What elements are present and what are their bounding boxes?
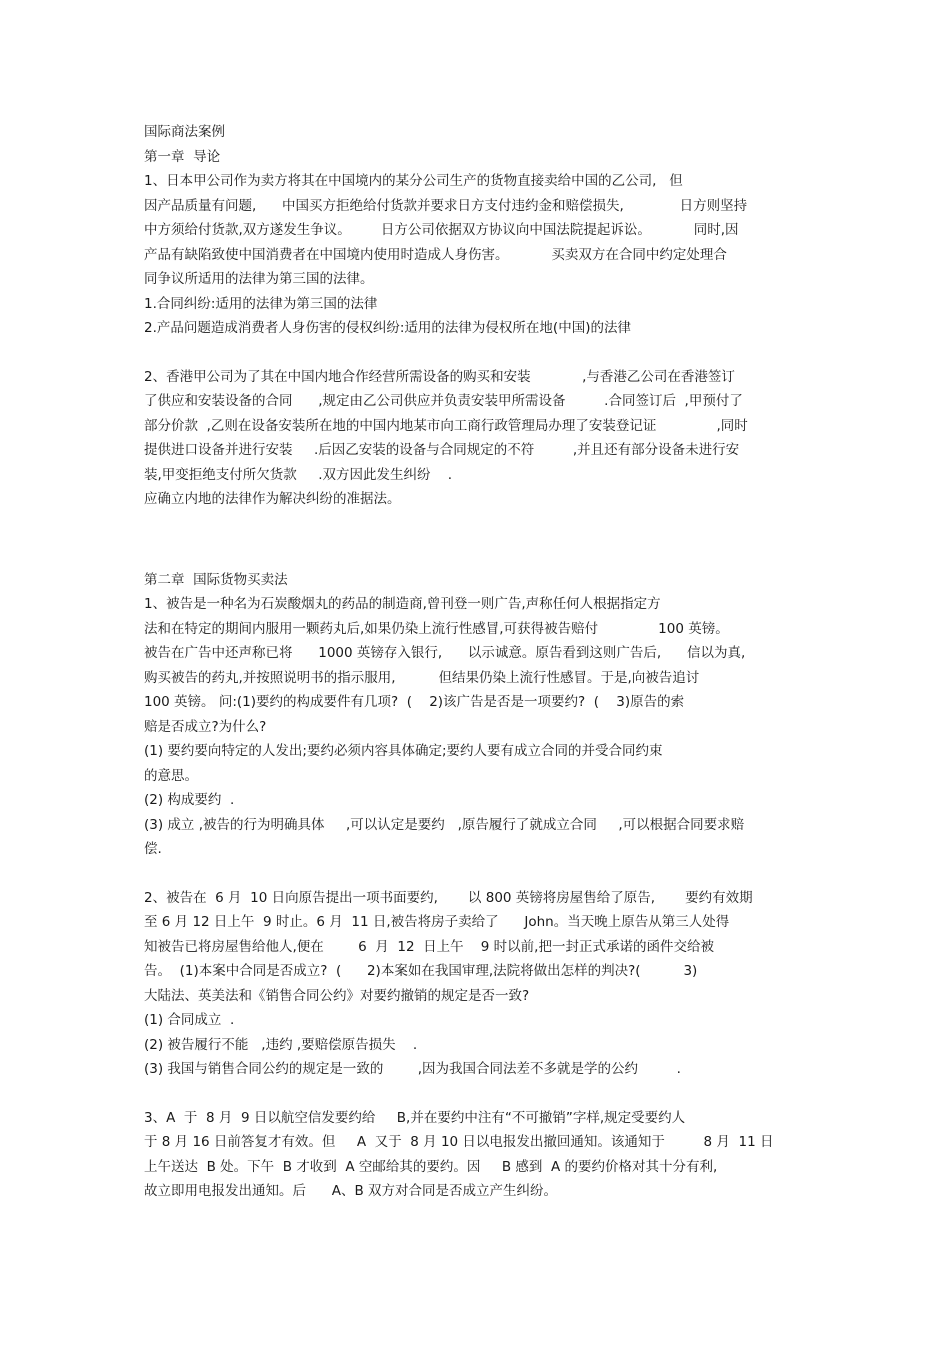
chapter-2-case-2-answers bbox=[144, 1008, 824, 1082]
case-text-line: 购买被告的药丸,并按照说明书的指示服用, 但结果仍染上流行性感冒。于是,向被告追讨 bbox=[144, 669, 700, 686]
document-body bbox=[144, 120, 824, 1204]
chapter-2-case-1-answers bbox=[144, 739, 824, 862]
case-text-line: 3、A 于 8 月 9 日以航空信发要约给 B,并在要约中注有“不可撤销”字样,规定受要约人 bbox=[144, 1109, 686, 1126]
chapter-2-case-1 bbox=[144, 592, 824, 739]
answer-line: (1) 合同成立 . bbox=[144, 1012, 235, 1028]
case-text-line: 被告在广告中还声称已将 1000 英镑存入银行, 以示诚意。原告看到这则广告后, 信以为真, bbox=[144, 645, 746, 661]
chapter-2-heading: 第二章 国际货物买卖法 bbox=[144, 571, 288, 588]
chapter-2-case-2 bbox=[144, 886, 824, 1009]
case-text-line: 知被告已将房屋售给他人,便在 6 月 12 日上午 9 时以前,把一封正式承诺的函件交给被 bbox=[144, 938, 714, 955]
case-text-line: 2、香港甲公司为了其在中国内地合作经营所需设备的购买和安装 ,与香港乙公司在香港签订 bbox=[144, 368, 735, 385]
case-text-line: 告。 (1)本案中合同是否成立? ( 2)本案如在我国审理,法院将做出怎样的判决?( 3) bbox=[144, 963, 698, 979]
case-text-line: 同争议所适用的法律为第三国的法律。 bbox=[144, 271, 374, 287]
case-text-line: 故立即用电报发出通知。后 A、B 双方对合同是否成立产生纠纷。 bbox=[144, 1183, 558, 1199]
case-text-line: 法和在特定的期间内服用一颗药丸后,如果仍染上流行性感冒,可获得被告赔付 100 英镑。 bbox=[144, 620, 729, 637]
case-text-line: 至 6 月 12 日上午 9 时止。6 月 11 日,被告将房子卖给了 John。当天晚上原告从第三人处得 bbox=[144, 914, 730, 930]
answer-line: 偿. bbox=[144, 841, 162, 857]
chapter-1-case-1 bbox=[144, 169, 824, 292]
chapter-1-case-1-answers bbox=[144, 292, 824, 341]
answer-line: 的意思。 bbox=[144, 767, 198, 784]
case-text-line: 于 8 月 16 日前答复才有效。但 A 又于 8 月 10 日以电报发出撤回通知。该通知于 8 月 11 日 bbox=[144, 1134, 774, 1150]
case-text-line: 装,甲变拒绝支付所欠货款 .双方因此发生纠纷 . bbox=[144, 466, 452, 483]
answer-line: 1.合同纠纷:适用的法律为第三国的法律 bbox=[144, 295, 378, 312]
case-text-line: 因产品质量有问题, 中国买方拒绝给付货款并要求日方支付违约金和赔偿损失, 日方则坚持 bbox=[144, 197, 748, 214]
chapter-1-case-2 bbox=[144, 365, 824, 512]
answer-line: (1) 要约要向特定的人发出;要约必须内容具体确定;要约人要有成立合同的并受合同约束 bbox=[144, 743, 663, 759]
case-text-line: 了供应和安装设备的合同 ,规定由乙公司供应并负责安装甲所需设备 .合同签订后 ,甲预付了 bbox=[144, 393, 743, 409]
answer-line: (3) 我国与销售合同公约的规定是一致的 ,因为我国合同法差不多就是学的公约 . bbox=[144, 1061, 681, 1077]
paragraph-gap bbox=[144, 862, 824, 886]
answer-line: 2.产品问题造成消费者人身伤害的侵权纠纷:适用的法律为侵权所在地(中国)的法律 bbox=[144, 320, 631, 336]
case-text-line: 赔是否成立?为什么? bbox=[144, 718, 267, 735]
case-text-line: 100 英镑。 问:(1)要约的构成要件有几项? ( 2)该广告是否是一项要约? ( 3)原告的索 bbox=[144, 694, 685, 710]
case-text-line: 1、被告是一种名为石炭酸烟丸的药品的制造商,曾刊登一则广告,声称任何人根据指定方 bbox=[144, 596, 661, 612]
case-text-line: 2、被告在 6 月 10 日向原告提出一项书面要约, 以 800 英镑将房屋售给了原告, 要约有效期 bbox=[144, 889, 753, 906]
chapter-2-case-3 bbox=[144, 1106, 824, 1204]
paragraph-gap bbox=[144, 341, 824, 365]
document-title: 国际商法案例 bbox=[144, 124, 225, 140]
case-text-line: 部分价款 ,乙则在设备安装所在地的中国内地某市向工商行政管理局办理了安装登记证 ,同时 bbox=[144, 417, 748, 434]
answer-line: (2) 构成要约 . bbox=[144, 792, 235, 808]
chapter-1-heading: 第一章 导论 bbox=[144, 148, 221, 165]
case-text-line: 大陆法、英美法和《销售合同公约》对要约撤销的规定是否一致? bbox=[144, 987, 530, 1004]
paragraph-gap bbox=[144, 1082, 824, 1106]
answer-line: (2) 被告履行不能 ,违约 ,要赔偿原告损失 . bbox=[144, 1036, 418, 1053]
case-text-line: 上午送达 B 处。下午 B 才收到 A 空邮给其的要约。因 B 感到 A 的要约价格对其十分有利, bbox=[144, 1158, 718, 1175]
section-gap bbox=[144, 512, 824, 568]
case-text-line: 1、日本甲公司作为卖方将其在中国境内的某分公司生产的货物直接卖给中国的乙公司, 但 bbox=[144, 173, 683, 189]
answer-line: 应确立内地的法律作为解决纠纷的准据法。 bbox=[144, 491, 401, 507]
case-text-line: 中方须给付货款,双方遂发生争议。 日方公司依据双方协议向中国法院提起诉讼。 同时,因 bbox=[144, 222, 739, 238]
answer-line: (3) 成立 ,被告的行为明确具体 ,可以认定是要约 ,原告履行了就成立合同 ,可以根据合同要求赔 bbox=[144, 816, 745, 833]
case-text-line: 产品有缺陷致使中国消费者在中国境内使用时造成人身伤害。 买卖双方在合同中约定处理合 bbox=[144, 246, 727, 263]
case-text-line: 提供进口设备并进行安装 .后因乙安装的设备与合同规定的不符 ,并且还有部分设备未进行安 bbox=[144, 442, 740, 458]
